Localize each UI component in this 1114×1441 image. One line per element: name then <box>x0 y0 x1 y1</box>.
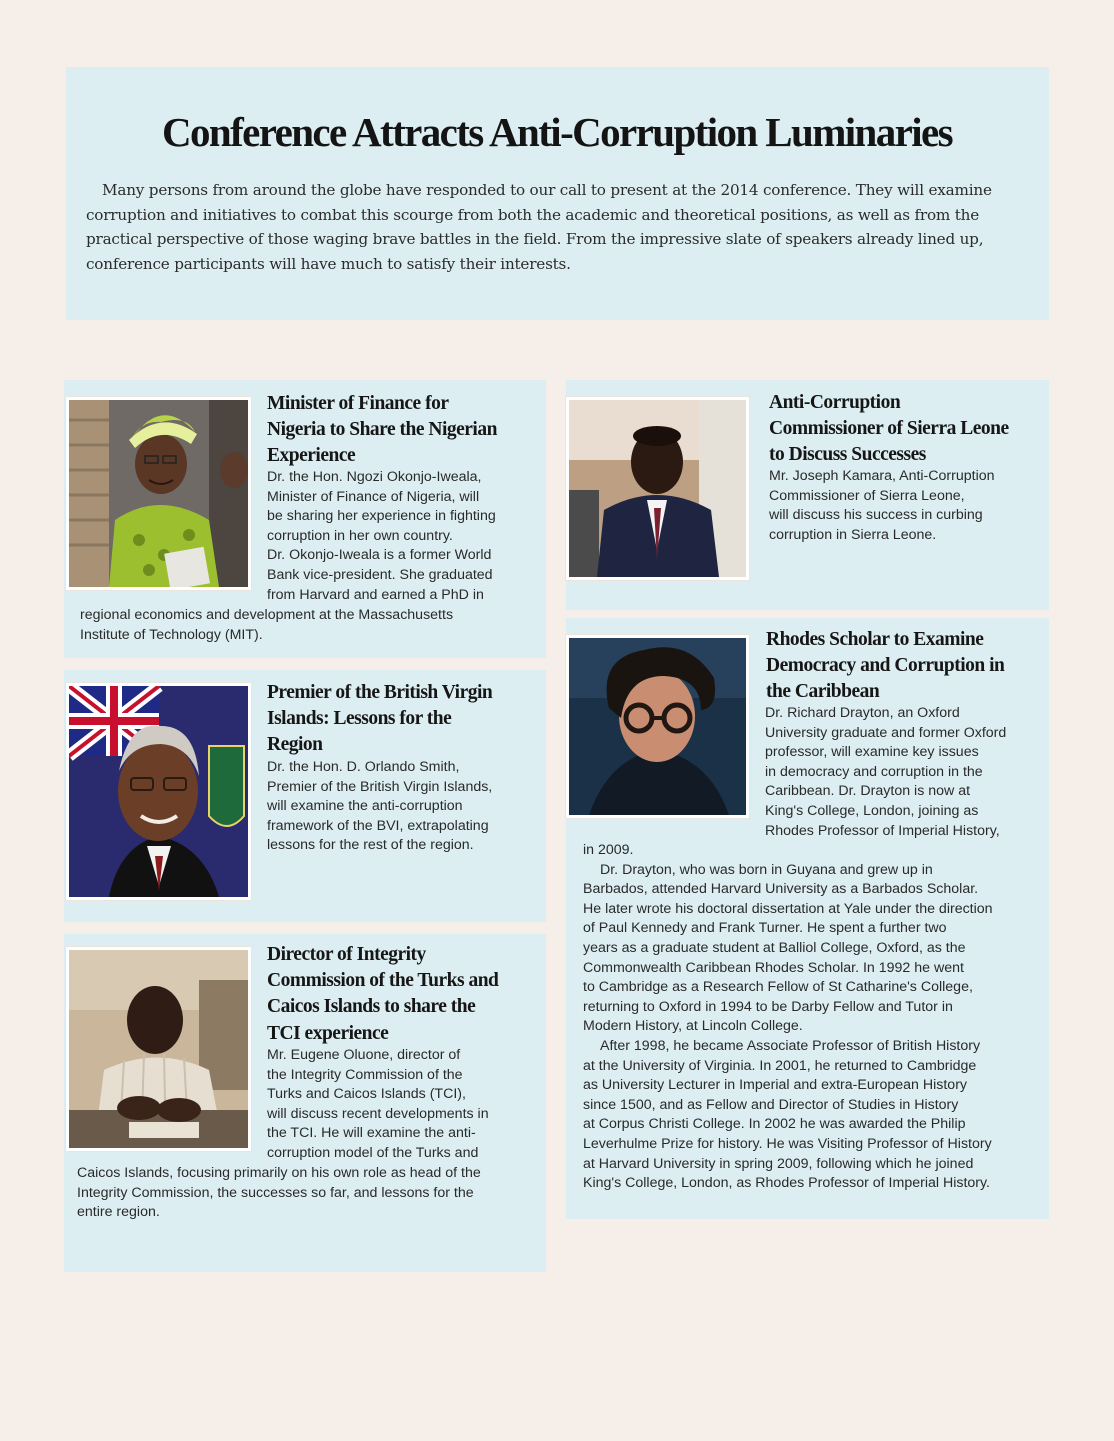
card-body-rhodes-continued: in 2009. Dr. Drayton, who was born in Guyana and grew up in Barbados, attended Harvard University as a Barbados Scholar. He later wrote his doctoral dissertation at Yale under the direction of Paul Kennedy and Frank Turner. He spent a further two years as a graduate student at Balliol College, Oxford, as the Commonwealth Caribbean Rhodes Scholar. In 1992 he went to Cambridge as a Research Fellow of St Catharine's College, returning to Oxford in 1994 to be Darby Fellow and Tutor in Modern History, at Lincoln College. After 1998, he became Associate Professor of British History at the University of Virginia. In 2001, he returned to Cambridge as University Lecturer in Imperial and extra-European History since 1500, and as Fellow and Director of Studies in History at Corpus Christi College. In 2002 he was awarded the Philip Leverhulme Prize for history. He was Visiting Professor of History at Harvard University in spring 2009, following which he joined King's College, London, as Rhodes Professor of Imperial History. <box>583 842 993 1192</box>
speaker-photo-okonjo-iweala <box>66 397 251 590</box>
card-body-rhodes: Dr. Richard Drayton, an Oxford University graduate and former Oxford professor, will examine key issues in democracy and corruption in the Caribbean. Dr. Drayton is now at King's College, London, joining as Rhodes Professor of Imperial History, <box>765 705 1007 839</box>
speaker-card-nigeria <box>64 380 546 658</box>
speaker-photo-eugene-oluone <box>66 947 251 1151</box>
card-body-nigeria: Dr. the Hon. Ngozi Okonjo-Iweala, Minister of Finance of Nigeria, will be sharing her experience in fighting corruption in her own country. Dr. Okonjo-Iweala is a former World Bank vice-president. She graduated from Harvard and earned a PhD in <box>267 469 496 603</box>
card-body-tci-continued: Caicos Islands, focusing primarily on his own role as head of the Integrity Commission, the successes so far, and lessons for the entire region. <box>77 1165 481 1221</box>
speaker-card-sierra-leone <box>566 380 1049 610</box>
intro-box <box>66 67 1049 320</box>
speaker-card-bvi <box>64 670 546 922</box>
page-title: Conference Attracts Anti-Corruption Luminaries <box>162 109 952 155</box>
card-title-bvi: Premier of the British Virgin Islands: Lessons for the Region <box>267 682 493 756</box>
speaker-card-tci <box>64 934 546 1272</box>
speaker-photo-orlando-smith <box>66 683 251 900</box>
card-title-rhodes: Rhodes Scholar to Examine Democracy and Corruption in the Caribbean <box>766 629 1005 703</box>
card-body-tci: Mr. Eugene Oluone, director of the Integrity Commission of the Turks and Caicos Islands (TCI), will discuss recent developments in the TCI. He will examine the anti- corruption model of the Turks and <box>267 1047 489 1161</box>
card-body-nigeria-continued: regional economics and development at the Massachusetts Institute of Technology (MIT). <box>80 607 454 643</box>
card-body-sierra-leone: Mr. Joseph Kamara, Anti-Corruption Commissioner of Sierra Leone, will discuss his success in curbing corruption in Sierra Leone. <box>769 468 995 543</box>
card-body-bvi: Dr. the Hon. D. Orlando Smith, Premier of the British Virgin Islands, will examine the anti-corruption framework of the BVI, extrapolating lessons for the rest of the region. <box>267 759 493 854</box>
card-title-tci: Director of Integrity Commission of the Turks and Caicos Islands to share the TCI experience <box>267 944 499 1044</box>
speaker-photo-richard-drayton <box>566 635 749 818</box>
card-title-sierra-leone: Anti-Corruption Commissioner of Sierra Leone to Discuss Successes <box>769 392 1009 466</box>
card-title-nigeria: Minister of Finance for Nigeria to Share the Nigerian Experience <box>267 393 497 467</box>
speaker-card-rhodes <box>566 618 1049 1219</box>
speaker-photo-joseph-kamara <box>566 397 749 580</box>
intro-paragraph: Many persons from around the globe have responded to our call to present at the 2014 conference. They will examine corruption and initiatives to combat this scourge from both the academic and theoretical positions, as well as from the practical perspective of those waging brave battles in the field. From the impressive slate of speakers already lined up, conference participants will have much to satisfy their interests. <box>86 181 992 273</box>
